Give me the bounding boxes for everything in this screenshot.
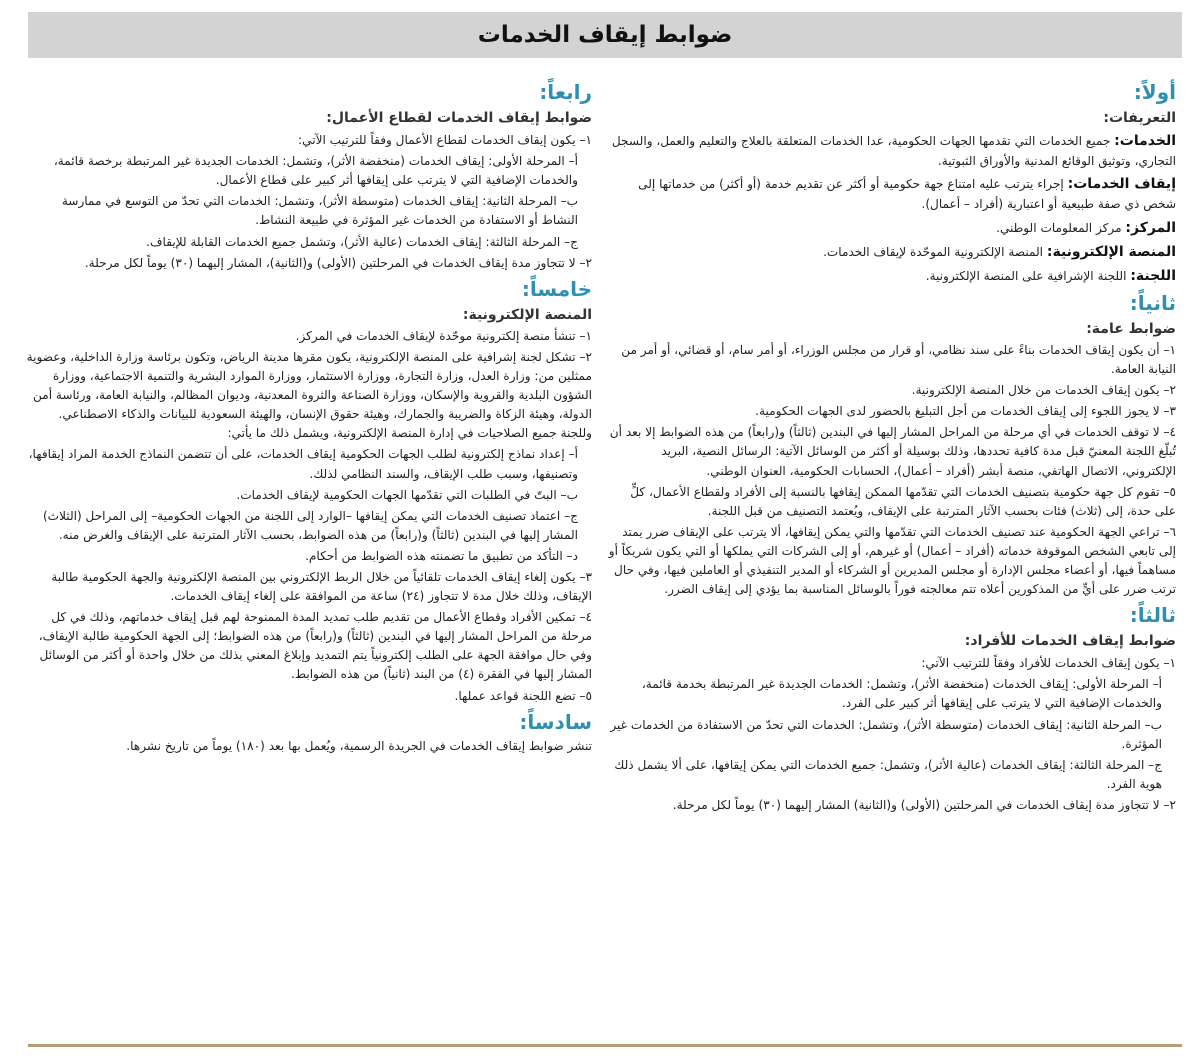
list-item: ب– المرحلة الثانية: إيقاف الخدمات (متوسطة الأثر)، وتشمل: الخدمات التي تحدّ من الاستفادة من الخدمات غير المؤثرة. [610,717,1162,751]
list-item: ٦– تراعي الجهة الحكومية عند تصنيف الخدمات التي تقدّمها والتي يمكن إيقافها، ألا يترتب على الإيقاف ضرر يمتد إلى تابعي الشخص الموقوفة خدماته (أفراد – أعمال) أو غيرهم، أو إلى الشركات التي يملكها أو التي يكون شريكاً أو مساهماً فيها، أو أعضاء مجلس الإدارة أو مجلس المديرين أو الشركاء أو المدير التنفيذي أو العاملين فيها، وفي حال ترتب ضرر على أيٍّ من المذكورين أعلاه تتم معالجته فوراً بالوسائل المناسبة بما يؤدي إلى إيقاف الضرر. [608,524,1176,597]
list-item: ١– تنشأ منصة إلكترونية موحّدة لإيقاف الخدمات في المركز. [295,328,592,343]
definition-item [608,173,1176,214]
list-item: ب– البتّ في الطلبات التي تقدّمها الجهات الحكومية لإيقاف الخدمات. [236,487,578,502]
section-6-heading: سادساً: [519,709,592,734]
page-title: ضوابط إيقاف الخدمات [477,22,733,48]
left-column [24,76,592,758]
list-item: ج– المرحلة الثالثة: إيقاف الخدمات (عالية الأثر)، وتشمل: جميع الخدمات التي يمكن إيقافها، على ألا يشمل ذلك هوية الفرد. [614,757,1162,791]
business-subheading: ضوابط إيقاف الخدمات لقطاع الأعمال: [326,110,592,126]
section-3-heading: ثالثاً: [1129,603,1176,628]
business-outro: ٢– لا تتجاوز مدة إيقاف الخدمات في المرحلتين (الأولى) و(الثانية)، المشار إليهما (٣٠) يوماً لكل مرحلة. [84,255,592,270]
general-rules-list [608,341,1176,599]
definition-term: الخدمات: [1114,133,1176,150]
list-item: ٢– تشكل لجنة إشرافية على المنصة الإلكترونية، يكون مقرها مدينة الرياض، وتكون برئاسة وزارة الداخلية، وعضوية ممثلين من: وزارة العدل، وزارة التجارة، ووزارة الاستثمار، ووزارة الموارد البشرية والتنمية الاجتماعية، ووزارة الشؤون البلدية والقروية والإسكان، ووزارة الصناعة والثروة المعدنية، وديوان المظالم، والنيابة العامة، ورئاسة أمن الدولة، وهيئة الزكاة والضريبة والجمارك، وهيئة حقوق الإنسان، والهيئة السعودية للبيانات والذكاء الاصطناعي. وللجنة جميع الصلاحيات في إدارة المنصة الإلكترونية، ويشمل ذلك ما يأتي: [26,349,592,441]
definition-item [608,241,1176,263]
definition-text: المنصة الإلكترونية الموحّدة لإيقاف الخدمات. [823,244,1047,259]
platform-list-rest [24,568,592,706]
definition-term: المنصة الإلكترونية: [1046,243,1176,260]
definition-term: المركز: [1125,219,1176,236]
section-2-heading: ثانياً: [1129,290,1176,315]
list-item: ٣– لا يجوز اللجوء إلى إيقاف الخدمات من أجل التبليغ بالحضور لدى الجهات الحكومية. [755,404,1176,419]
bottom-divider [28,1044,1182,1047]
definitions-list [608,130,1176,287]
section-5-heading: خامساً: [521,276,592,301]
general-rules-subheading: ضوابط عامة: [1086,320,1176,337]
definition-text: مركز المعلومات الوطني. [996,220,1126,235]
section-1-heading: أولاً: [1133,80,1176,104]
list-item: ١– أن يكون إيقاف الخدمات بناءً على سند نظامي، أو قرار من مجلس الوزراء، أو أمر سام، أو قضائي، أو أمر من النيابة العامة. [621,342,1176,377]
list-item: أ– المرحلة الأولى: إيقاف الخدمات (منخفضة الأثر)، وتشمل: الخدمات الجديدة غير المرتبطة برخصة قائمة، والخدمات الإضافية التي لا يترتب على إيقافها أثر كبير على قطاع الأعمال. [53,154,578,188]
list-item: د– التأكد من تطبيق ما تضمنته هذه الضوابط من أحكام. [305,548,578,563]
definition-term: اللجنة: [1130,267,1176,284]
individuals-subheading: ضوابط إيقاف الخدمات للأفراد: [964,633,1176,650]
platform-subheading: المنصة الإلكترونية: [462,306,592,323]
right-column [608,76,1176,817]
definition-term: إيقاف الخدمات: [1067,176,1176,193]
definition-text: جميع الخدمات التي تقدمها الجهات الحكومية، عدا الخدمات المتعلقة بالعلاج والتعليم والعمل، والسجل التجاري، وتوثيق الوقائع المدنية والأوراق الثبوتية. [611,134,1176,169]
section-4-heading: رابعاً: [539,80,592,104]
definition-item [608,130,1176,171]
title-bar [28,12,1182,58]
definition-text: اللجنة الإشرافية على المنصة الإلكترونية. [925,268,1131,283]
list-item: ٤– تمكين الأفراد وقطاع الأعمال من تقديم طلب تمديد المدة الممنوحة لهم قبل إيقاف خدماتهم، وذلك في كل مرحلة من المراحل المشار إليها في البندين (ثالثاً) و(رابعاً) من هذه الضوابط؛ إلى الجهة الحكومية طالبة الإيقاف، وفي حال موافقة الجهة على الطلب إلكترونياً يتم التمديد وإبلاغ المعني بذلك من خلال واحدة أو أكثر من الوسائل المشار إليها في الفقرة (٤) من البند (ثانياً) من هذه الضوابط. [38,610,592,682]
list-item: ٥– تقوم كل جهة حكومية بتصنيف الخدمات التي تقدّمها الممكن إيقافها بالنسبة إلى الأفراد ولقطاع الأعمال، كلٍّ على حدة، إلى (ثلاث) فئات بحسب الآثار المترتبة على الإيقاف، ويُعتمد التصنيف من قبل اللجنة. [630,484,1176,518]
individuals-outro: ٢– لا تتجاوز مدة إيقاف الخدمات في المرحلتين (الأولى) و(الثانية) المشار إليهما (٣٠) يوماً لكل مرحلة. [672,797,1176,812]
definition-text: إجراء يترتب عليه امتناع جهة حكومية أو أكثر عن تقديم خدمة (أو أكثر) من خدماتها إلى شخص ذي صفة طبيعية أو اعتبارية (أفراد – أعمال). [638,177,1176,212]
individuals-intro: ١– يكون إيقاف الخدمات للأفراد وفقاً للترتيب الآتي: [921,656,1176,671]
list-item: ٣– يكون إلغاء إيقاف الخدمات تلقائياً من خلال الربط الإلكتروني بين المنصة الإلكترونية والجهة الحكومية طالبة الإيقاف، وذلك خلال مدة لا تتجاوز (٢٤) ساعة من الموافقة على إلغاء إيقاف الخدمات. [51,570,592,604]
list-item: ب– المرحلة الثانية: إيقاف الخدمات (متوسطة الأثر)، وتشمل: الخدمات التي تحدّ من التوسع في ممارسة النشاط أو الاستفادة من الخدمات غير المؤثرة في طبيعة النشاط. [61,194,578,228]
definition-item [608,265,1176,287]
business-intro: ١– يكون إيقاف الخدمات لقطاع الأعمال وفقاً للترتيب الآتي: [298,133,592,148]
business-stages-list [24,152,592,251]
list-item: ٤– لا توقف الخدمات في أي مرحلة من المراحل المشار إليها في البندين (ثالثاً) و(رابعاً) من هذه الضوابط إلا بعد أن تُبلّغ اللجنة المعنيّ قبل مدة كافية تحددها، وذلك بوسيلة أو أكثر من الوسائل الآتية: الرسائل النصية، البريد الإلكتروني، الاتصال الهاتفي، منصة أبشر (أفراد – أعمال)، الحسابات الحكومية، العنوان الوطني. [609,425,1176,478]
committee-powers-list [24,445,592,566]
list-item: ٢– يكون إيقاف الخدمات من خلال المنصة الإلكترونية. [911,383,1176,398]
publication-text: تنشر ضوابط إيقاف الخدمات في الجريدة الرسمية، ويُعمل بها بعد (١٨٠) يوماً من تاريخ نشرها. [126,738,592,753]
definition-item [608,217,1176,239]
list-item: ٥– تضع اللجنة قواعد عملها. [454,688,592,703]
definitions-subheading: التعريفات: [1103,110,1176,126]
list-item: أ– المرحلة الأولى: إيقاف الخدمات (منخفضة الأثر)، وتشمل: الخدمات الجديدة غير المرتبطة بخدمة قائمة، والخدمات الإضافية التي لا يترتب على إيقافها أثر كبير على الفرد. [641,677,1162,711]
individuals-stages-list [608,675,1176,794]
list-item: ج– اعتماد تصنيف الخدمات التي يمكن إيقافها –الوارد إلى اللجنة من الجهات الحكومية– إلى المراحل (الثلاث) المشار إليها في البندين (ثالثاً) و(رابعاً) من هذه الضوابط، بحسب الآثار المترتبة على الإيقاف والغرض منه. [42,508,578,542]
platform-list [24,327,592,444]
list-item: أ– إعداد نماذج إلكترونية لطلب الجهات الحكومية إيقاف الخدمات، على أن تتضمن النماذج الخدمة المراد إيقافها، وتصنيفها، وسبب طلب الإيقاف، والسند النظامي لذلك. [28,447,578,481]
list-item: ج– المرحلة الثالثة: إيقاف الخدمات (عالية الأثر)، وتشمل جميع الخدمات القابلة للإيقاف. [146,234,578,249]
